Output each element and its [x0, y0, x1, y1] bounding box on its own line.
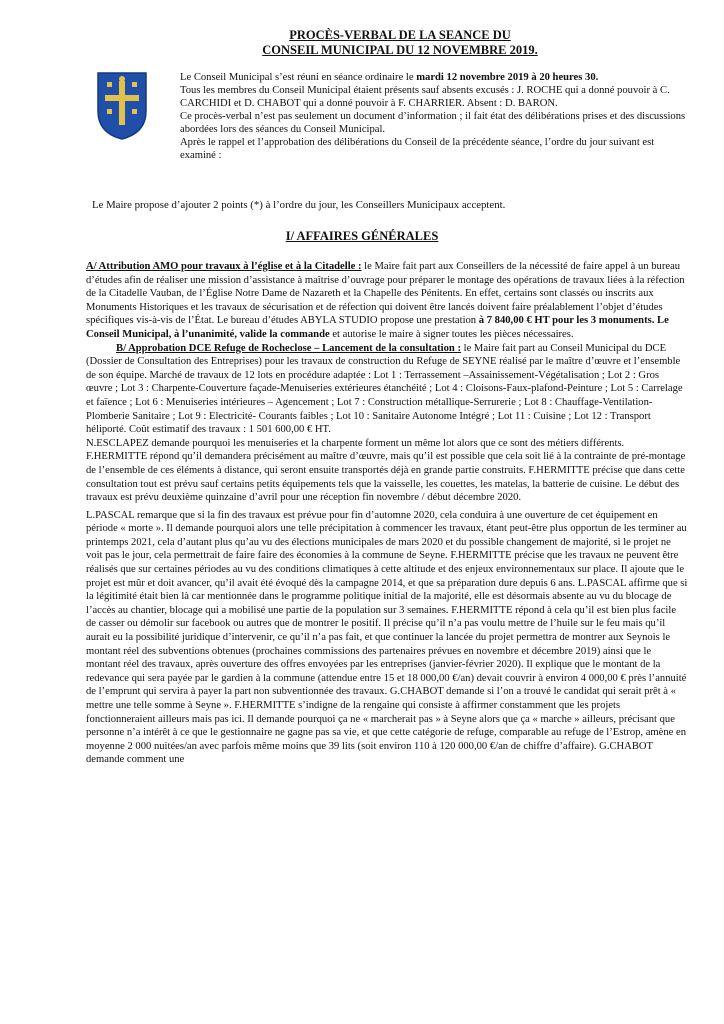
intro-paragraph-3: Ce procès-verbal n’est pas seulement un document d’information ; il fait état des délibérations prises et des discussions abordées lors des séances du Conseil Municipal. — [180, 111, 686, 135]
section-a-decision: à 7 840,00 € HT pour les 3 monuments. Le Conseil Municipal, à l’unanimité, valide la commande — [86, 315, 669, 340]
intro-paragraph-2: Tous les membres du Conseil Municipal étaient présents sauf absents excusés : J. ROCHE qui a donné pouvoir à C. CARCHIDI et D. CHABOT qui a donné pouvoir à F. CHARRIER. Absent : D. BARON. — [180, 85, 670, 109]
section-a-heading: A/ Attribution AMO pour travaux à l’église et à la Citadelle : — [86, 261, 362, 272]
document-title — [150, 28, 650, 58]
meeting-date: mardi 12 novembre 2019 à 20 heures 30. — [416, 72, 599, 83]
intro-paragraph-1 — [180, 71, 690, 84]
document-body — [86, 260, 688, 767]
section-b-paragraph — [86, 342, 688, 437]
body-paragraph-2: N.ESCLAPEZ demande pourquoi les menuiseries et la charpente forment un même lot alors que ce sont des métiers différents. F.HERMITTE répond qu’il demandera précisément au maître d’œuvre, mais qu’il est possible que cela soit lié à la contrainte de pré-montage de l’ensemble de ces éléments à distance, qui seront ensuite transportés déjà en grande partie construits. F.HERMITTE précise que dans cette consultation tout est prévu sauf certains petits équipements tels que la vaisselle, les couettes, les matelas, la batterie de cuisine. Le début des travaux est prévu deuxième quinzaine d’avril pour une réception fin novembre / début décembre 2020. — [86, 437, 686, 504]
title-line-1: PROCÈS-VERBAL DE LA SEANCE DU — [289, 28, 511, 42]
section-a-paragraph — [86, 260, 688, 342]
body-paragraph-3: L.PASCAL remarque que si la fin des travaux est prévue pour fin d’automne 2020, cela conduira à une ouverture de cet équipement en période « morte ». Il demande pourquoi alors une telle précipitation à commencer les travaux, étant peut-être plus opportun de les terminer au printemps 2021, cela d’autant plus qu’au vu des élections municipales de mars 2020 et du possible changement de majorité, si le projet ne voit pas le jour, cela permettrait de faire faire des économies à la commune de Seyne. F.HERMITTE précise que les travaux ne peuvent être réalisés que sur certaines périodes au vu des conditions climatiques à cette altitude et des enjeux environnementaux sur place. Il ajoute que le projet est mûr et doit avancer, qu’il avait été évoqué dès la campagne 2014, et que sa préparation dure depuis 6 ans. L.PASCAL affirme que si la légitimité était bien là car mentionnée dans le programme politique initial de la majorité, elle est désormais absente au vu du blocage de l’accès au chantier, blocage qui a mobilisé une partie de la population sur 3 semaines. F.HERMITTE répond à cela qu’il est bien plus facile de casser ou démolir sur facebook ou autres que de montrer le positif. Il précise qu’il n’a pas voulu mettre de l’huile sur le feu mais qu’il aurait eu la possibilité juridique d’intervenir, ce qu’il n’a pas fait, et que continuer la lancée du projet permettra de montrer aux Seynois le montant réel des subventions obtenues (prochaines commissions des partenaires prévues en novembre et décembre 2019) ainsi que le montant réel des travaux, après ouverture des offres envoyées par les entreprises (janvier-février 2020). Il explique que le montant de la redevance qui sera payée par le gardien à la commune (attendue entre 15 et 18 000,00 €/an) devait couvrir à environ 4 000,00 € près l’annuité de l’emprunt qui servira à payer la part non subventionnée des travaux. G.CHABOT demande si l’on a trouvé le candidat qui serait prêt à « mettre une telle somme à Seyne ». F.HERMITTE s’indigne de la rengaine qui consiste à affirmer constamment que les projets fonctionneraient ailleurs mais pas ici. Il demande pourquoi ça ne « marcherait pas » à Seyne alors que ça « marche » ailleurs, précisant que personne n’a intérêt à ce que le gestionnaire ne gagne pas sa vie, et que cette catégorie de refuge, comparable au refuge de l’Estrop, amène en moyenne 2 000 nuitées/an avec parfois même moins que 39 lits (soit environ 110 à 120 000,00 €/an de chiffre d’affaire). G.CHABOT demande comment une — [86, 509, 688, 766]
section-heading: I/ AFFAIRES GÉNÉRALES — [285, 229, 439, 243]
section-a-text-2: et autorise le maire à signer toutes les pièces nécessaires. — [329, 328, 574, 340]
section-b-heading: B/ Approbation DCE Refuge de Rocheclose – Lancement de la consultation : — [116, 342, 461, 354]
section-b-text: le Maire fait part au Conseil Municipal du DCE (Dossier de Consultation des Entreprises) pour les travaux de construction du Refuge de SEYNE réalisé par le maître d’œuvre et l’ensemble de son équipe. Marché de travaux de 12 lots en procédure adaptée : Lot 1 : Terrassement –Assainissement-Végétalisation ; Lot 2 : Gros œuvre ; Lot 3 : Charpente-Couverture façade-Menuiseries extérieures étanchéité ; Lot 4 : Cloisons-Faux-plafond-Peinture ; Lot 5 : Carrelage et faïence ; Lot 6 : Menuiseries intérieures – Agencement ; Lot 7 : Construction métallique-Serrurerie ; Lot 8 : Chauffage-Ventilation-Plomberie Sanitaire ; Lot 9 : Electricité- Courants faibles ; Lot 10 : Sanitaire Autonome Intégré ; Lot 11 : Cuisine ; Lot 12 : Transport héliporté. Coût estimatif des travaux : 1 501 600,00 € HT. — [86, 342, 683, 436]
intro-text: Le Conseil Municipal s’est réuni en séance ordinaire le — [180, 72, 417, 83]
maire-proposal: Le Maire propose d’ajouter 2 points (*) à l’ordre du jour, les Conseillers Municipaux acceptent. — [92, 199, 506, 211]
title-line-2: CONSEIL MUNICIPAL DU 12 NOVEMBRE 2019. — [262, 43, 538, 57]
section-a-text: le Maire fait part aux Conseillers de la nécessité de faire appel à un bureau d’études afin de réaliser une mission d’assistance à maîtrise d’ouvrage pour préparer le montage des opérations de travaux liées à la réfection de la Citadelle Vauban, de l’Église Notre Dame de Nazareth et la Chapelle des Pénitents. En effet, certains sont classés ou inscrits aux Monuments Historiques et les travaux de sécurisation et de réfection qui doivent être lancés doivent faire préalablement l’objet d’études spécifiques vis-à-vis de l’État. Le bureau d’études ABYLA STUDIO propose une prestation — [86, 261, 685, 327]
intro-block — [180, 71, 690, 162]
coat-of-arms-icon — [96, 71, 148, 141]
intro-paragraph-4: Après le rappel et l’approbation des délibérations du Conseil de la précédente séance, l’ordre du jour suivant est examiné : — [180, 137, 655, 161]
